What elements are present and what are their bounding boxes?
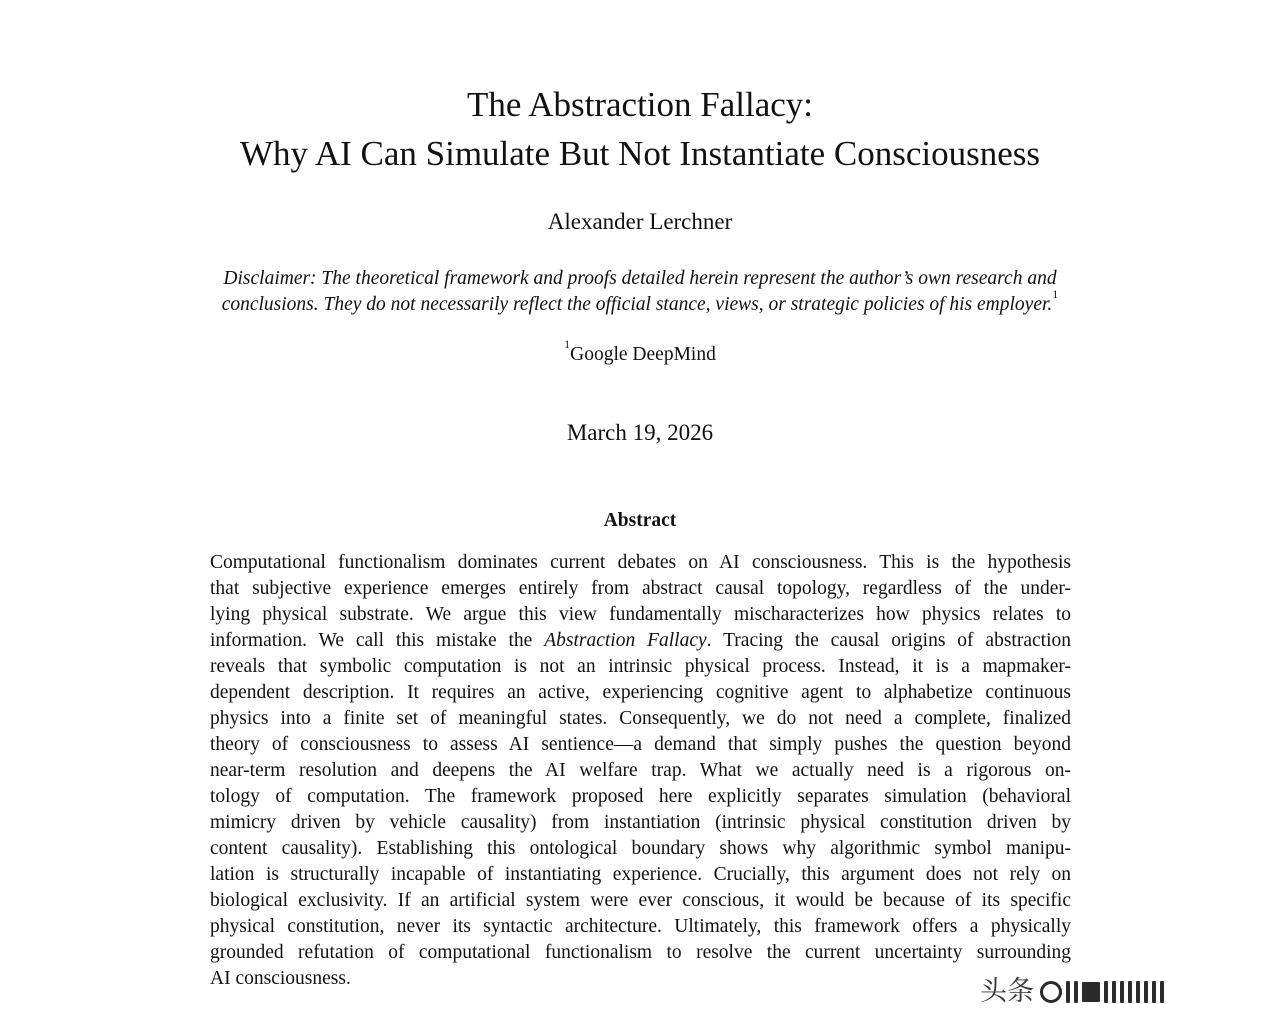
abstract-line: content causality). Establishing this ontological boundary shows why algorithmic symbol manipu- (210, 838, 1071, 859)
author-name: Alexander Lerchner (547, 209, 733, 234)
abstract-line: physical constitution, never its syntactic architecture. Ultimately, this framework offers a physically (210, 916, 1071, 937)
abstract-line: grounded refutation of computational functionalism to resolve the current uncertainty surrounding (210, 942, 1071, 963)
paper-title (0, 80, 1280, 178)
abstract-line (210, 628, 1071, 654)
abstract-line-4-start: information. We call this mistake the (210, 630, 545, 651)
disclaimer-line-2 (150, 287, 1130, 318)
abstract-line: that subjective experience emerges entirely from abstract causal topology, regardless of the under- (210, 578, 1071, 599)
abstract-line: lation is structurally incapable of instantiating experience. Crucially, this argument does not rely on (210, 864, 1071, 885)
affiliation-mark: 1 (564, 337, 571, 351)
abstract-body (210, 550, 1071, 992)
abstract-line: near-term resolution and deepens the AI welfare trap. What we actually need is a rigorous on- (210, 760, 1071, 781)
abstract-line: mimicry driven by vehicle causality) from instantiation (intrinsic physical constitution driven by (210, 812, 1071, 833)
footnote-mark: 1 (1052, 287, 1059, 301)
abstract-heading: Abstract (603, 510, 677, 531)
abstract-fallacy-term: Abstraction Fallacy (544, 630, 707, 651)
disclaimer-line-2-text: conclusions. They do not necessarily reflect the official stance, views, or strategic policies of his employer. (221, 294, 1053, 315)
title-line-2: Why AI Can Simulate But Not Instantiate Consciousness (239, 134, 1041, 173)
abstract-line: reveals that symbolic computation is not an intrinsic physical process. Instead, it is a mapmaker- (210, 656, 1071, 677)
watermark-text: 头条 (980, 976, 1034, 1007)
abstract-line: tology of computation. The framework proposed here explicitly separates simulation (behavioral (210, 786, 1071, 807)
disclaimer-line-1: Disclaimer: The theoretical framework and proofs detailed herein represent the author’s own research and (223, 268, 1057, 289)
abstract-line: AI consciousness. (210, 968, 351, 989)
abstract-line: Computational functionalism dominates current debates on AI consciousness. This is the hypothesis (210, 552, 1071, 573)
abstract-line: biological exclusivity. If an artificial system were ever conscious, it would be because of its specific (210, 890, 1071, 911)
abstract-line: dependent description. It requires an active, experiencing cognitive agent to alphabetize continuous (210, 682, 1071, 703)
abstract-line: theory of consciousness to assess AI sentience—a demand that simply pushes the question beyond (210, 734, 1071, 755)
affiliation (0, 337, 1280, 368)
publication-date: March 19, 2026 (566, 420, 714, 445)
title-line-1: The Abstraction Fallacy: (466, 85, 814, 124)
abstract-line: lying physical substrate. We argue this view fundamentally mischaracterizes how physics relates to (210, 604, 1071, 625)
disclaimer (150, 266, 1130, 318)
watermark (980, 972, 1252, 1012)
watermark-logo-icon (1040, 977, 1164, 1007)
abstract-line-4-rest: . Tracing the causal origins of abstraction (706, 630, 1071, 651)
affiliation-name: Google DeepMind (570, 344, 716, 365)
abstract-line: physics into a finite set of meaningful states. Consequently, we do not need a complete, finalized (210, 708, 1071, 729)
